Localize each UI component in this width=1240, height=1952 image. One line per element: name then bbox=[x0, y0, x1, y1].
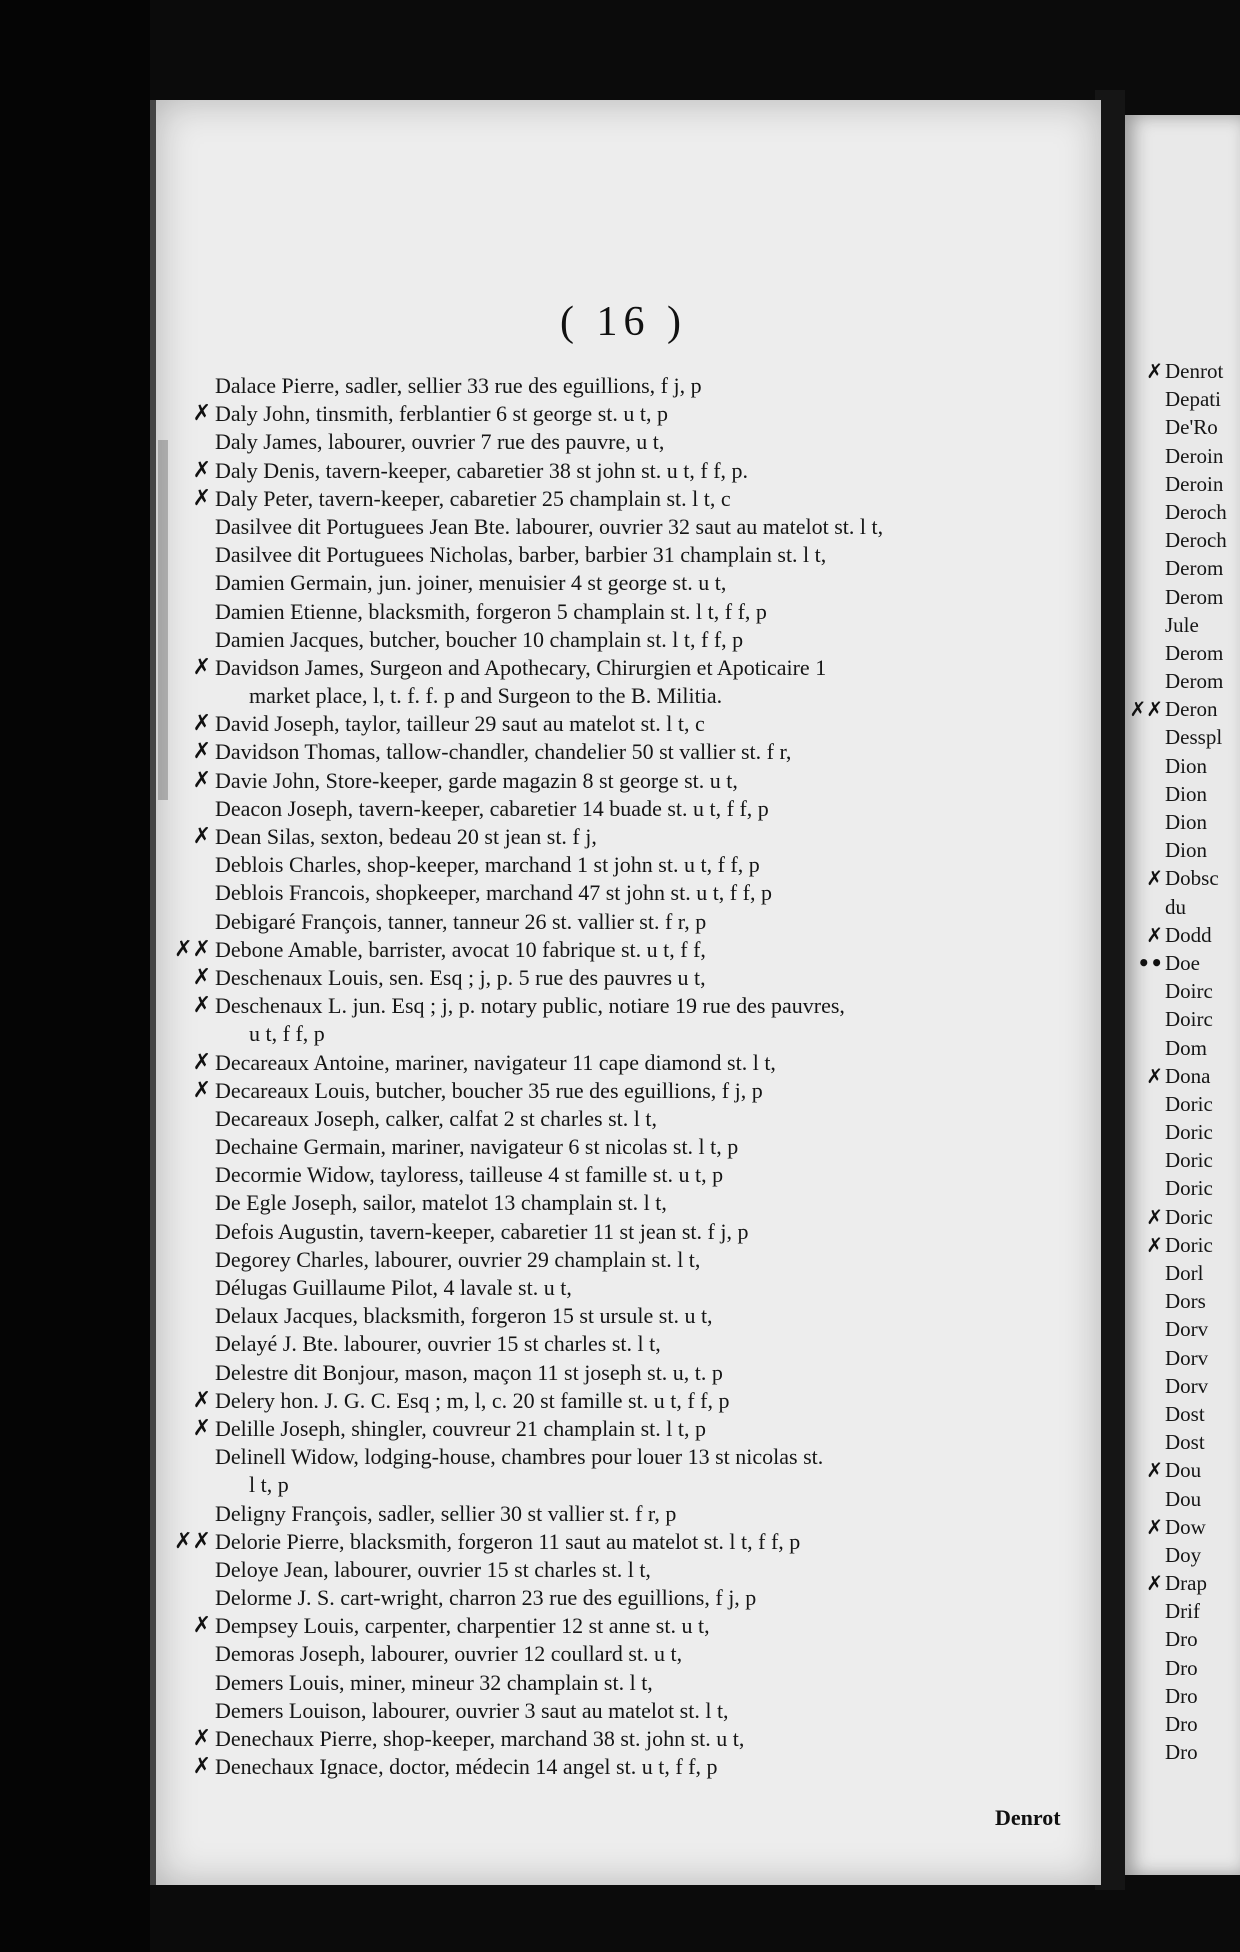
right-entry-text: Doirc bbox=[1165, 979, 1213, 1004]
directory-entry bbox=[192, 1415, 1085, 1443]
right-entry-text: Dou bbox=[1165, 1458, 1202, 1483]
right-entry-text: Dorv bbox=[1165, 1373, 1209, 1398]
entry-text: Damien Germain, jun. joiner, menuisier 4 st george st. u t, bbox=[215, 570, 727, 596]
right-page-entry bbox=[1125, 836, 1240, 864]
handwritten-mark: ✗ bbox=[1146, 1571, 1163, 1596]
entry-text: Dempsey Louis, carpenter, charpentier 12 st anne st. u t, bbox=[215, 1613, 710, 1639]
directory-entry bbox=[215, 795, 1085, 823]
right-entry-text: Derom bbox=[1165, 669, 1224, 694]
right-entry-text: Derom bbox=[1165, 640, 1224, 665]
right-page-entry bbox=[1125, 385, 1240, 413]
right-entry-text: du bbox=[1165, 894, 1186, 919]
directory-entry bbox=[215, 1133, 1085, 1161]
right-page-entry bbox=[1125, 413, 1240, 441]
right-page-entry bbox=[1125, 752, 1240, 780]
entry-text: Demers Louison, labourer, ouvrier 3 saut au matelot st. l t, bbox=[215, 1697, 729, 1723]
entry-text: Demers Louis, miner, mineur 32 champlain st. l t, bbox=[215, 1669, 653, 1695]
entry-text: Dechaine Germain, mariner, navigateur 6 st nicolas st. l t, p bbox=[215, 1134, 739, 1160]
entry-text: Debigaré François, tanner, tanneur 26 st. vallier st. f r, p bbox=[215, 908, 707, 934]
directory-entry bbox=[215, 1330, 1085, 1358]
handwritten-mark: ✗ bbox=[192, 1387, 211, 1413]
directory-entry bbox=[215, 1274, 1085, 1302]
handwritten-mark: ✗ bbox=[1146, 1232, 1163, 1257]
entry-text: Decareaux Joseph, calker, calfat 2 st charles st. l t, bbox=[215, 1105, 657, 1131]
right-entry-text: Dobsc bbox=[1165, 866, 1219, 891]
directory-entry bbox=[192, 1077, 1085, 1105]
directory-entry bbox=[192, 767, 1085, 795]
entry-text: Dean Silas, sexton, bedeau 20 st jean st. f j, bbox=[215, 824, 597, 849]
entry-text: Davidson Thomas, tallow-chandler, chandelier 50 st vallier st. f r, bbox=[215, 739, 792, 765]
right-entry-text: Derom bbox=[1165, 584, 1224, 609]
right-entry-text: Doric bbox=[1165, 1204, 1213, 1229]
directory-entry bbox=[192, 992, 1085, 1020]
directory-entry bbox=[215, 1471, 1085, 1499]
directory-entry bbox=[215, 1246, 1085, 1274]
right-entry-text: Dorl bbox=[1165, 1261, 1204, 1285]
handwritten-mark: •• bbox=[1137, 950, 1163, 975]
directory-entry bbox=[192, 400, 1085, 428]
directory-entry bbox=[192, 710, 1085, 738]
entry-text: Deblois Francois, shopkeeper, marchand 47 st john st. u t, f f, p bbox=[215, 880, 772, 906]
right-page-entry bbox=[1125, 1541, 1240, 1569]
directory-entry bbox=[174, 1528, 1085, 1556]
directory-entry bbox=[215, 851, 1085, 879]
right-entry-text: Dro bbox=[1165, 1712, 1198, 1736]
entry-text: Damien Jacques, butcher, boucher 10 champlain st. l t, f f, p bbox=[215, 626, 744, 652]
handwritten-mark: ✗ bbox=[192, 457, 211, 483]
directory-entry bbox=[215, 1189, 1085, 1217]
handwritten-mark: ✗ bbox=[1146, 1514, 1163, 1539]
right-page-entry bbox=[1125, 611, 1240, 639]
right-entry-text: Deroch bbox=[1165, 499, 1227, 524]
handwritten-mark: ✗ bbox=[192, 964, 211, 990]
right-page-entry bbox=[1125, 1174, 1240, 1202]
directory-entry bbox=[215, 1020, 1085, 1048]
handwritten-mark: ✗ bbox=[192, 1077, 211, 1103]
directory-entry bbox=[215, 682, 1085, 710]
right-page-entry bbox=[1125, 1118, 1240, 1146]
directory-entry bbox=[215, 541, 1085, 569]
right-page-entry bbox=[1125, 1231, 1240, 1259]
entry-text: Dalace Pierre, sadler, sellier 33 rue des eguillions, f j, p bbox=[215, 373, 702, 398]
handwritten-mark: ✗ bbox=[192, 401, 211, 427]
right-entry-text: Deroin bbox=[1165, 443, 1224, 468]
directory-entry bbox=[215, 908, 1085, 936]
right-page-entry bbox=[1125, 1287, 1240, 1315]
entry-text: Davidson James, Surgeon and Apothecary, Chirurgien et Apoticaire 1 bbox=[215, 654, 827, 680]
right-entry-text: Doric bbox=[1165, 1232, 1213, 1257]
handwritten-mark: ✗ bbox=[192, 739, 211, 765]
right-page-entry bbox=[1125, 1315, 1240, 1343]
right-entry-text: Dro bbox=[1165, 1740, 1198, 1765]
directory-entry bbox=[192, 1753, 1085, 1781]
entry-text: Delaux Jacques, blacksmith, forgeron 15 st ursule st. u t, bbox=[215, 1303, 713, 1329]
right-entry-text: Dion bbox=[1165, 753, 1207, 778]
right-page-entry bbox=[1125, 554, 1240, 582]
right-page-entry bbox=[1125, 780, 1240, 808]
right-entry-text: Doric bbox=[1165, 1091, 1213, 1116]
right-entry-text: Doy bbox=[1165, 1542, 1202, 1567]
right-entry-text: Dost bbox=[1165, 1401, 1205, 1426]
directory-entry bbox=[215, 1302, 1085, 1330]
directory-entry bbox=[215, 569, 1085, 597]
directory-entry bbox=[215, 879, 1085, 907]
directory-entry bbox=[215, 1584, 1085, 1612]
right-page-entry bbox=[1125, 1344, 1240, 1372]
entry-text: Delestre dit Bonjour, mason, maçon 11 st joseph st. u, t. p bbox=[215, 1359, 723, 1385]
entry-text: market place, l, t. f. f. p and Surgeon to the B. Militia. bbox=[249, 683, 723, 709]
directory-entry bbox=[174, 936, 1085, 964]
directory-entry bbox=[192, 738, 1085, 766]
right-entry-text: Dorv bbox=[1165, 1317, 1209, 1342]
right-entry-text: Dom bbox=[1165, 1035, 1207, 1060]
directory-entry bbox=[192, 654, 1085, 682]
right-page-entry bbox=[1125, 1456, 1240, 1484]
directory-entry bbox=[215, 1556, 1085, 1584]
right-entry-text: Dodd bbox=[1165, 922, 1212, 947]
right-entry-text: Dion bbox=[1165, 781, 1207, 806]
right-page-entry bbox=[1125, 498, 1240, 526]
right-entry-text: Dors bbox=[1165, 1289, 1206, 1314]
right-page-entry bbox=[1125, 808, 1240, 836]
right-entry-text: Deron bbox=[1165, 697, 1218, 722]
right-page-entry bbox=[1125, 1738, 1240, 1766]
entry-text: Delayé J. Bte. labourer, ouvrier 15 st charles st. l t, bbox=[215, 1331, 661, 1357]
right-page-entry bbox=[1125, 893, 1240, 921]
right-entry-text: Dost bbox=[1165, 1430, 1205, 1455]
entry-text: u t, f f, p bbox=[249, 1021, 325, 1047]
directory-entry bbox=[192, 823, 1085, 851]
handwritten-mark: ✗ bbox=[1146, 922, 1163, 947]
right-page-entry bbox=[1125, 1034, 1240, 1062]
entry-text: Deligny François, sadler, sellier 30 st vallier st. f r, p bbox=[215, 1500, 677, 1526]
right-entry-text: Doe bbox=[1165, 950, 1200, 975]
entry-text: Dasilvee dit Portuguees Nicholas, barber, barbier 31 champlain st. l t, bbox=[215, 542, 827, 568]
right-page-entry bbox=[1125, 864, 1240, 892]
right-page-entry bbox=[1125, 977, 1240, 1005]
handwritten-mark: ✗ bbox=[1146, 866, 1163, 891]
right-entry-text: Dion bbox=[1165, 810, 1207, 834]
right-page-entry bbox=[1125, 1710, 1240, 1738]
handwritten-mark: ✗ bbox=[192, 1415, 211, 1441]
directory-entry bbox=[192, 1612, 1085, 1640]
entry-text: Delery hon. J. G. C. Esq ; m, l, c. 20 st famille st. u t, f f, p bbox=[215, 1387, 730, 1413]
right-page-entry bbox=[1125, 1625, 1240, 1653]
right-page-entry bbox=[1125, 723, 1240, 751]
entry-text: Deschenaux Louis, sen. Esq ; j, p. 5 rue des pauvres u t, bbox=[215, 964, 706, 990]
entry-text: Debone Amable, barrister, avocat 10 fabrique st. u t, f f, bbox=[215, 936, 706, 962]
entry-text: David Joseph, taylor, tailleur 29 saut au matelot st. l t, c bbox=[215, 711, 705, 737]
handwritten-mark: ✗ bbox=[1146, 1458, 1163, 1483]
entry-text: Daly John, tinsmith, ferblantier 6 st george st. u t, p bbox=[215, 401, 668, 427]
entry-text: Damien Etienne, blacksmith, forgeron 5 champlain st. l t, f f, p bbox=[215, 598, 767, 624]
right-page-entry bbox=[1125, 357, 1240, 385]
right-page-entry bbox=[1125, 1090, 1240, 1118]
entry-text: Decareaux Antoine, mariner, navigateur 11 cape diamond st. l t, bbox=[215, 1049, 776, 1075]
handwritten-mark: ✗ bbox=[192, 711, 211, 737]
entry-text: Decormie Widow, tayloress, tailleuse 4 st famille st. u t, p bbox=[215, 1162, 724, 1188]
directory-entry bbox=[192, 485, 1085, 513]
entry-text: Deschenaux L. jun. Esq ; j, p. notary public, notiare 19 rue des pauvres, bbox=[215, 993, 845, 1019]
entry-text: Delorie Pierre, blacksmith, forgeron 11 saut au matelot st. l t, f f, p bbox=[215, 1528, 801, 1554]
right-entry-text: Dro bbox=[1165, 1627, 1198, 1652]
right-page-entry bbox=[1125, 639, 1240, 667]
right-entry-text: De'Ro bbox=[1165, 415, 1218, 440]
entry-text: Délugas Guillaume Pilot, 4 lavale st. u t, bbox=[215, 1275, 572, 1300]
right-page-entry bbox=[1125, 1682, 1240, 1710]
right-entry-text: Doric bbox=[1165, 1176, 1213, 1201]
page-number: ( 16 ) bbox=[560, 299, 687, 345]
right-page-entry bbox=[1125, 1005, 1240, 1033]
handwritten-mark: ✗ bbox=[1146, 359, 1163, 383]
right-entry-text: Doric bbox=[1165, 1120, 1213, 1145]
entry-text: Deblois Charles, shop-keeper, marchand 1 st john st. u t, f f, p bbox=[215, 852, 760, 878]
directory-entry bbox=[215, 1218, 1085, 1246]
directory-entry bbox=[192, 1725, 1085, 1753]
entry-text: Daly Peter, tavern-keeper, cabaretier 25 champlain st. l t, c bbox=[215, 485, 731, 511]
entry-text: Daly Denis, tavern-keeper, cabaretier 38 st john st. u t, f f, p. bbox=[215, 457, 749, 483]
right-page-entry bbox=[1125, 470, 1240, 498]
directory-entry bbox=[215, 1161, 1085, 1189]
entry-text: De Egle Joseph, sailor, matelot 13 champlain st. l t, bbox=[215, 1190, 667, 1216]
right-page-entry bbox=[1125, 695, 1240, 723]
entry-text: Delinell Widow, lodging-house, chambres pour louer 13 st nicolas st. bbox=[215, 1444, 824, 1470]
right-page-entry bbox=[1125, 949, 1240, 977]
right-page-entry bbox=[1125, 1062, 1240, 1090]
right-entry-text: Dro bbox=[1165, 1683, 1198, 1708]
right-page-entry bbox=[1125, 583, 1240, 611]
right-entry-text: Dou bbox=[1165, 1486, 1202, 1511]
right-entry-text: Doric bbox=[1165, 1148, 1213, 1173]
right-page-entries bbox=[1125, 357, 1240, 1766]
right-page-entry bbox=[1125, 1400, 1240, 1428]
directory-entry bbox=[215, 626, 1085, 654]
directory-entry bbox=[215, 1640, 1085, 1668]
right-page-entry bbox=[1125, 1259, 1240, 1287]
handwritten-mark: ✗ bbox=[192, 485, 211, 511]
right-page-entry bbox=[1125, 442, 1240, 470]
right-entry-text: Jule bbox=[1165, 612, 1199, 637]
directory-entry bbox=[215, 372, 1085, 400]
directory-entry bbox=[192, 1049, 1085, 1077]
entry-text: Daly James, labourer, ouvrier 7 rue des pauvre, u t, bbox=[215, 429, 665, 455]
right-entry-text: Drif bbox=[1165, 1599, 1200, 1624]
right-entry-text: Doirc bbox=[1165, 1007, 1213, 1032]
entry-text: Defois Augustin, tavern-keeper, cabaretier 11 st jean st. f j, p bbox=[215, 1218, 749, 1244]
right-page-entry bbox=[1125, 1654, 1240, 1682]
directory-entry bbox=[192, 457, 1085, 485]
right-entry-text: Denrot bbox=[1165, 359, 1224, 383]
directory-entries bbox=[174, 372, 1085, 1781]
entry-text: Davie John, Store-keeper, garde magazin 8 st george st. u t, bbox=[215, 767, 738, 793]
right-entry-text: Deroch bbox=[1165, 528, 1227, 553]
right-entry-text: Deroin bbox=[1165, 471, 1224, 496]
right-page-entry bbox=[1125, 526, 1240, 554]
right-page-entry bbox=[1125, 1372, 1240, 1400]
directory-entry bbox=[215, 1500, 1085, 1528]
entry-text: Delille Joseph, shingler, couvreur 21 champlain st. l t, p bbox=[215, 1415, 706, 1441]
directory-entry bbox=[215, 1443, 1085, 1471]
handwritten-mark: ✗✗ bbox=[174, 936, 211, 962]
right-page-entry bbox=[1125, 1597, 1240, 1625]
right-entry-text: Desspl bbox=[1165, 725, 1223, 750]
entry-text: Decareaux Louis, butcher, boucher 35 rue des eguillions, f j, p bbox=[215, 1077, 763, 1103]
handwritten-mark: ✗ bbox=[192, 767, 211, 793]
handwritten-mark: ✗ bbox=[192, 993, 211, 1019]
directory-entry bbox=[215, 598, 1085, 626]
right-page-entry bbox=[1125, 1485, 1240, 1513]
directory-entry bbox=[215, 513, 1085, 541]
entry-text: Delorme J. S. cart-wright, charron 23 rue des eguillions, f j, p bbox=[215, 1585, 757, 1611]
handwritten-mark: ✗ bbox=[192, 1754, 211, 1780]
right-entry-text: Drap bbox=[1165, 1571, 1207, 1596]
right-entry-text: Dion bbox=[1165, 838, 1207, 863]
right-entry-text: Dona bbox=[1165, 1063, 1211, 1088]
right-page-entry bbox=[1125, 1569, 1240, 1597]
right-entry-text: Dro bbox=[1165, 1655, 1198, 1680]
directory-entry bbox=[215, 1697, 1085, 1725]
directory-entry bbox=[192, 964, 1085, 992]
handwritten-mark: ✗ bbox=[192, 1726, 211, 1751]
entry-text: Dasilvee dit Portuguees Jean Bte. labourer, ouvrier 32 saut au matelot st. l t, bbox=[215, 513, 884, 539]
directory-entry bbox=[192, 1387, 1085, 1415]
directory-entry bbox=[215, 1105, 1085, 1133]
entry-text: Demoras Joseph, labourer, ouvrier 12 coullard st. u t, bbox=[215, 1641, 683, 1667]
handwritten-mark: ✗ bbox=[1146, 1063, 1163, 1088]
entry-text: Deacon Joseph, tavern-keeper, cabaretier 14 buade st. u t, f f, p bbox=[215, 795, 769, 821]
directory-entry bbox=[215, 428, 1085, 456]
right-page-entry bbox=[1125, 1513, 1240, 1541]
right-entry-text: Derom bbox=[1165, 556, 1224, 581]
right-page-entry bbox=[1125, 921, 1240, 949]
right-page bbox=[1125, 115, 1240, 1875]
right-page-entry bbox=[1125, 667, 1240, 695]
right-page-entry bbox=[1125, 1203, 1240, 1231]
directory-entry bbox=[215, 1669, 1085, 1697]
entry-text: Deloye Jean, labourer, ouvrier 15 st charles st. l t, bbox=[215, 1556, 651, 1582]
dark-background-left bbox=[0, 0, 150, 1952]
entry-text: l t, p bbox=[249, 1472, 289, 1498]
right-page-entry bbox=[1125, 1428, 1240, 1456]
handwritten-mark: ✗✗ bbox=[1129, 697, 1163, 722]
handwritten-mark: ✗ bbox=[192, 1049, 211, 1075]
right-entry-text: Depati bbox=[1165, 387, 1221, 412]
entry-text: Degorey Charles, labourer, ouvrier 29 champlain st. l t, bbox=[215, 1246, 701, 1272]
right-page-entry bbox=[1125, 1146, 1240, 1174]
handwritten-mark: ✗ bbox=[1146, 1204, 1163, 1229]
handwritten-mark: ✗✗ bbox=[174, 1528, 211, 1554]
right-entry-text: Dorv bbox=[1165, 1345, 1209, 1370]
handwritten-mark: ✗ bbox=[192, 824, 211, 849]
directory-entry bbox=[215, 1359, 1085, 1387]
handwritten-mark: ✗ bbox=[192, 1613, 211, 1639]
right-entry-text: Dow bbox=[1165, 1514, 1206, 1539]
catchword: Denrot bbox=[995, 1805, 1061, 1830]
entry-text: Denechaux Ignace, doctor, médecin 14 angel st. u t, f f, p bbox=[215, 1754, 718, 1780]
handwritten-mark: ✗ bbox=[192, 654, 211, 680]
entry-text: Denechaux Pierre, shop-keeper, marchand 38 st. john st. u t, bbox=[215, 1726, 745, 1751]
